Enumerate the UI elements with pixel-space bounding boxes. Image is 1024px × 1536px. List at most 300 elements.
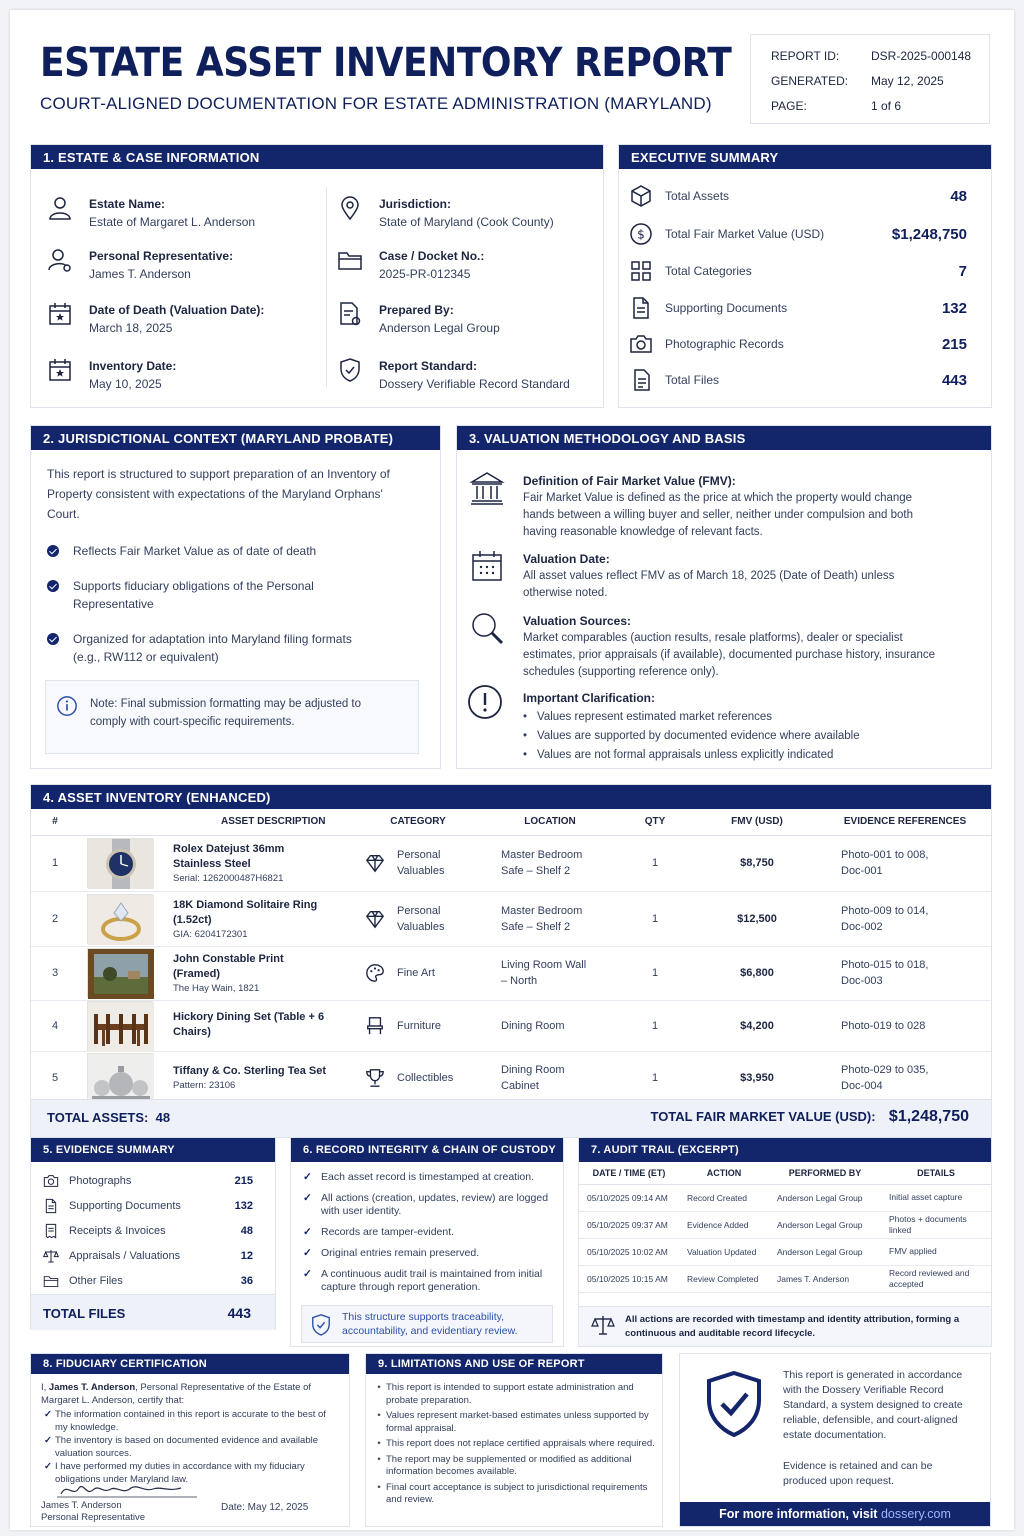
asset-location-text: Master Bedroom Safe – Shelf 2 (501, 849, 583, 877)
integrity-point-text: Original entries remain preserved. (321, 1247, 480, 1259)
case-field (89, 197, 255, 229)
cert-intro-rest: , Personal Representative of the Estate of Margaret L. Anderson, certify that: (41, 1382, 312, 1406)
asset-category-text: Personal Valuables (397, 849, 445, 877)
asset-evidence (819, 1000, 991, 1051)
asset-qty: 1 (615, 891, 695, 946)
calendar-star-icon (47, 301, 73, 327)
signer-title: Personal Representative (41, 1512, 146, 1523)
scale-icon (591, 1313, 615, 1337)
dossery-footer (680, 1502, 990, 1526)
asset-category-text: Personal Valuables (397, 904, 445, 933)
evidence-label: Appraisals / Valuations (69, 1249, 181, 1262)
person-gear-icon (47, 247, 73, 273)
check-icon: ✓ (303, 1171, 312, 1183)
case-field (89, 359, 176, 391)
clarification-label (523, 689, 655, 707)
evidence-value: 12 (240, 1249, 253, 1262)
summary-value: 443 (941, 371, 967, 389)
asset-detail: GIA: 6204172301 (173, 928, 248, 940)
asset-location-text: Dining Room (501, 1019, 565, 1032)
shield-check-icon (310, 1313, 332, 1337)
clarification-text: Values are not formal appraisals unless explicitly indicated (537, 749, 834, 761)
certification-point-text: I have performed my duties in accordance with my fiduciary obligations under Maryland law. (55, 1461, 305, 1485)
asset-name: 18K Diamond Solitaire Ring (1.52ct) (173, 898, 318, 926)
inventory-row[interactable] (31, 835, 991, 891)
limitations-panel (365, 1353, 663, 1527)
inventory-column-header: # (31, 809, 79, 835)
case-field-value: Anderson Legal Group (379, 321, 500, 335)
audit-footer-text: All actions are recorded with timestamp and identity attribution, forming a continuous and auditable record lifecycle. (625, 1314, 960, 1339)
check-icon: ✓ (44, 1435, 52, 1446)
row-number: 1 (31, 835, 79, 891)
dossery-link[interactable]: dossery.com (880, 1507, 951, 1521)
row-number: 2 (31, 891, 79, 946)
evidence-value: 215 (234, 1174, 253, 1187)
case-info-heading: 1. ESTATE & CASE INFORMATION (31, 145, 603, 169)
summary-value: 48 (950, 187, 967, 205)
limitation-point: • The report may be supplemented or modified as additional information becomes available. (372, 1454, 656, 1479)
limitations-heading: 9. LIMITATIONS AND USE OF REPORT (366, 1354, 662, 1374)
signer-name: James T. Anderson (41, 1500, 122, 1511)
asset-category (351, 946, 485, 1000)
clarification-text: Values are supported by documented evidence where available (537, 730, 860, 742)
evidence-row (43, 1243, 277, 1268)
case-field-value: 2025-PR-012345 (379, 267, 471, 281)
case-field-label: Date of Death (Valuation Date): (89, 303, 265, 317)
summary-row (629, 293, 967, 323)
evidence-row (43, 1193, 277, 1218)
audit-footer (579, 1306, 991, 1346)
clarification-label-text: Important Clarification: (523, 691, 656, 705)
check-icon: ✓ (44, 1409, 52, 1420)
palette-icon (365, 963, 385, 983)
total-assets-label: TOTAL ASSETS: (47, 1110, 149, 1125)
inventory-column-header: ASSET DESCRIPTION (79, 809, 351, 835)
meta-label: GENERATED: (771, 74, 849, 88)
evidence-label: Receipts & Invoices (69, 1224, 166, 1237)
check-circle-icon (47, 633, 59, 645)
check-icon: ✓ (303, 1192, 312, 1204)
audit-row (579, 1265, 991, 1292)
jurisdiction-note-box (45, 680, 419, 754)
asset-qty: 1 (615, 946, 695, 1000)
asset-location (485, 1000, 615, 1051)
check-icon: ✓ (303, 1268, 312, 1280)
audit-action: Valuation Updated (679, 1238, 769, 1265)
summary-value: 132 (941, 299, 967, 317)
location-pin-icon (337, 195, 363, 221)
check-icon: ✓ (303, 1247, 312, 1259)
dossery-footer-prefix: For more information, visit (719, 1507, 878, 1521)
box-icon (629, 184, 653, 208)
jurisdiction-panel (30, 425, 441, 769)
limitation-point-text: Final court acceptance is subject to jurisdictional requirements and review. (386, 1481, 648, 1505)
summary-label: Supporting Documents (665, 301, 788, 315)
jurisdiction-point-text: Reflects Fair Market Value as of date of death (73, 544, 317, 558)
folder-icon (43, 1273, 59, 1289)
asset-location (485, 891, 615, 946)
jurisdiction-point (47, 542, 427, 560)
audit-time: 05/10/2025 10:02 AM (579, 1238, 679, 1265)
asset-evidence (819, 946, 991, 1000)
dossery-panel (679, 1353, 991, 1527)
asset-location-text: Dining Room Cabinet (501, 1063, 565, 1092)
chair-icon (365, 1016, 385, 1036)
divider (326, 187, 327, 387)
certification-point-text: The information contained in this report is accurate to the best of my knowledge. (55, 1409, 326, 1433)
receipt-icon (43, 1223, 59, 1239)
signer-block (41, 1500, 145, 1524)
executive-summary-panel (618, 144, 992, 408)
asset-category (351, 835, 485, 891)
audit-action: Evidence Added (679, 1211, 769, 1238)
asset-detail: The Hay Wain, 1821 (173, 983, 260, 994)
methodology-heading: 3. VALUATION METHODOLOGY AND BASIS (457, 426, 991, 450)
dollar-icon (629, 222, 653, 246)
jurisdiction-point (47, 630, 427, 666)
asset-description (79, 1000, 351, 1051)
audit-details (881, 1184, 991, 1211)
audit-details-text: Record reviewed and accepted (889, 1267, 970, 1289)
audit-performed-by: Anderson Legal Group (769, 1211, 881, 1238)
jurisdiction-heading: 2. JURISDICTIONAL CONTEXT (MARYLAND PROBATE) (31, 426, 440, 450)
asset-fmv: $3,950 (695, 1051, 819, 1104)
check-icon: ✓ (44, 1461, 52, 1472)
integrity-note-box (301, 1305, 553, 1343)
integrity-point (303, 1226, 553, 1239)
summary-row (629, 365, 967, 395)
case-field-value: James T. Anderson (89, 267, 191, 281)
grid-icon (629, 259, 653, 283)
case-field (89, 249, 233, 281)
summary-row (629, 256, 967, 286)
asset-location-text: Master Bedroom Safe – Shelf 2 (501, 904, 583, 933)
asset-evidence-text: Photo-015 to 018, Doc-003 (841, 959, 929, 987)
calendar-star-icon (47, 357, 73, 383)
case-field (379, 303, 500, 335)
inventory-column-header: LOCATION (485, 809, 615, 835)
jurisdiction-point (47, 577, 427, 613)
folder-icon (337, 247, 363, 273)
evidence-label: Supporting Documents (69, 1199, 181, 1212)
clarification-item: • Values are supported by documented evidence where available (523, 727, 963, 746)
inventory-row[interactable] (31, 1000, 991, 1051)
asset-location (485, 1051, 615, 1104)
audit-time: 05/10/2025 09:14 AM (579, 1184, 679, 1211)
case-field-value: Estate of Margaret L. Anderson (89, 215, 256, 229)
audit-details (881, 1238, 991, 1265)
asset-evidence (819, 835, 991, 891)
audit-time: 05/10/2025 10:15 AM (579, 1265, 679, 1292)
audit-row (579, 1211, 991, 1238)
inventory-panel (30, 784, 992, 1138)
case-field-value: March 18, 2025 (89, 321, 173, 335)
case-field (379, 359, 570, 391)
shield-check-icon (337, 357, 363, 383)
evidence-value: 48 (240, 1224, 253, 1237)
case-field (379, 197, 554, 229)
evidence-value: 132 (234, 1199, 253, 1212)
case-field-value: State of Maryland (Cook County) (379, 215, 554, 229)
methodology-panel (456, 425, 992, 769)
audit-column-header: ACTION (679, 1162, 769, 1184)
case-field-label: Jurisdiction: (379, 197, 452, 211)
asset-category (351, 1051, 485, 1104)
info-icon (56, 695, 78, 717)
clarification-item: • Values are not formal appraisals unless explicitly indicated (523, 746, 963, 765)
audit-column-header: DATE / TIME (ET) (579, 1162, 679, 1184)
total-fmv-value: $1,248,750 (888, 1108, 969, 1125)
report-page (10, 10, 1014, 1530)
tea-set-thumbnail (87, 1053, 153, 1103)
certification-point (41, 1409, 337, 1434)
asset-location (485, 835, 615, 891)
evidence-total-bar (31, 1294, 275, 1330)
clarification-text: Values represent estimated market references (537, 711, 773, 723)
meta-label: REPORT ID: (771, 49, 840, 63)
audit-performed-by: Anderson Legal Group (769, 1238, 881, 1265)
report-header (40, 40, 740, 114)
audit-details (881, 1211, 991, 1238)
case-field-label: Report Standard: (379, 359, 478, 373)
asset-qty: 1 (615, 835, 695, 891)
limitation-point-text: Values represent market-based estimates unless supported by formal appraisal. (386, 1410, 649, 1434)
row-number: 5 (31, 1051, 79, 1104)
evidence-heading: 5. EVIDENCE SUMMARY (31, 1138, 275, 1162)
scale-icon (43, 1248, 59, 1264)
check-icon: ✓ (303, 1226, 312, 1238)
total-assets (47, 1110, 170, 1125)
asset-description (79, 1051, 351, 1104)
total-assets-value: 48 (155, 1110, 171, 1125)
summary-row (629, 329, 967, 359)
case-field-value: Dossery Verifiable Record Standard (379, 377, 570, 391)
inventory-row[interactable] (31, 946, 991, 1000)
inventory-table (31, 809, 991, 1105)
asset-description (79, 946, 351, 1000)
inventory-column-header: FMV (USD) (695, 809, 819, 835)
integrity-note: This structure supports traceability, accountability, and evidentiary review. (342, 1311, 518, 1337)
dossery-text: This report is generated in accordance with the Dossery Verifiable Record Standard, a system designed to create reliable, defensible, and court-aligned estate documentation. (783, 1369, 963, 1441)
asset-evidence-text: Photo-019 to 028 (841, 1019, 926, 1032)
certification-panel (30, 1353, 350, 1527)
asset-name: Tiffany & Co. Sterling Tea Set (173, 1065, 327, 1077)
asset-description (79, 835, 351, 891)
meta-value: DSR-2025-000148 (871, 49, 972, 63)
evidence-row (43, 1268, 277, 1293)
asset-category (351, 891, 485, 946)
summary-value: $1,248,750 (891, 225, 967, 243)
summary-label: Total Files (665, 373, 720, 387)
watch-thumbnail (87, 838, 153, 888)
clarification-item: • Values represent estimated market references (523, 708, 963, 727)
asset-evidence-text: Photo-009 to 014, Doc-002 (841, 904, 929, 933)
asset-fmv: $4,200 (695, 1000, 819, 1051)
evidence-total-value: 443 (227, 1305, 251, 1321)
methodology-item-text: Market comparables (auction results, resale platforms), dealer or specialist estimates, prior appraisals (if available), documented purchase history, insurance schedules (supporting reference only). (523, 632, 936, 678)
integrity-point-text: All actions (creation, updates, review) are logged with user identity. (321, 1192, 549, 1217)
summary-label: Photographic Records (665, 337, 784, 351)
audit-column-header: DETAILS (881, 1162, 991, 1184)
person-icon (47, 195, 73, 221)
case-field-label: Personal Representative: (89, 249, 234, 263)
asset-evidence-text: Photo-001 to 008, Doc-001 (841, 849, 929, 877)
asset-category-text: Furniture (397, 1019, 442, 1032)
audit-action: Record Created (679, 1184, 769, 1211)
audit-column-header: PERFORMED BY (769, 1162, 881, 1184)
integrity-point-text: Each asset record is timestamped at creation. (321, 1171, 535, 1183)
asset-qty: 1 (615, 1051, 695, 1104)
report-title: ESTATE ASSET INVENTORY REPORT (40, 40, 732, 86)
evidence-row (43, 1218, 277, 1243)
evidence-label: Other Files (69, 1274, 123, 1287)
document-icon (43, 1198, 59, 1214)
integrity-point-text: Records are tamper-evident. (321, 1226, 455, 1238)
document-gear-icon (337, 301, 363, 327)
audit-panel (578, 1137, 992, 1347)
meta-value: 1 of 6 (871, 99, 902, 113)
audit-details-text: Photos + documents linked (889, 1213, 967, 1235)
integrity-point-text: A continuous audit trail is maintained from initial capture through report generation. (321, 1268, 543, 1293)
methodology-item (523, 552, 943, 602)
audit-row (579, 1238, 991, 1265)
asset-fmv: $6,800 (695, 946, 819, 1000)
inventory-heading: 4. ASSET INVENTORY (ENHANCED) (31, 785, 991, 809)
methodology-item (523, 474, 943, 541)
summary-value: 215 (941, 335, 967, 353)
asset-fmv: $8,750 (695, 835, 819, 891)
meta-row (771, 49, 989, 74)
asset-location (485, 946, 615, 1000)
methodology-item (523, 614, 943, 681)
trophy-icon (365, 1068, 385, 1088)
painting-thumbnail (87, 948, 153, 998)
total-fmv-label: TOTAL FAIR MARKET VALUE (USD): (650, 1109, 876, 1124)
evidence-label: Photographs (69, 1174, 132, 1187)
case-field-label: Inventory Date: (89, 359, 177, 373)
diamond-icon (365, 853, 385, 873)
inventory-totals-bar (31, 1099, 991, 1137)
calendar-icon (469, 548, 505, 584)
audit-performed-by: James T. Anderson (769, 1265, 881, 1292)
dossery-retained: Evidence is retained and can be produced upon request. (783, 1460, 933, 1487)
certification-date: Date: May 12, 2025 (221, 1502, 309, 1513)
integrity-point (303, 1192, 553, 1218)
methodology-item-text: All asset values reflect FMV as of March 18, 2025 (Date of Death) unless otherwise noted. (523, 570, 895, 599)
inventory-column-header: QTY (615, 809, 695, 835)
audit-performed-by: Anderson Legal Group (769, 1184, 881, 1211)
meta-row (771, 74, 989, 99)
inventory-column-header: EVIDENCE REFERENCES (819, 809, 991, 835)
asset-category (351, 1000, 485, 1051)
case-field-value: May 10, 2025 (89, 377, 162, 391)
case-field-label: Prepared By: (379, 303, 454, 317)
asset-name: Rolex Datejust 36mm Stainless Steel (173, 843, 285, 870)
limitation-point: • This report does not replace certified appraisals where required. (377, 1438, 655, 1449)
check-circle-icon (47, 580, 59, 592)
limitation-point-text: The report may be supplemented or modified as additional information becomes available. (386, 1453, 632, 1477)
check-circle-icon (47, 545, 59, 557)
asset-category-text: Collectibles (397, 1071, 454, 1084)
evidence-row (43, 1168, 277, 1193)
limitation-point: • This report is intended to support estate administration and probate preparation. (372, 1382, 656, 1407)
asset-fmv: $12,500 (695, 891, 819, 946)
magnifier-icon (469, 610, 505, 646)
meta-label: PAGE: (771, 99, 807, 113)
jurisdiction-point-text: Supports fiduciary obligations of the Personal Representative (73, 579, 314, 611)
limitation-point-text: This report does not replace certified appraisals where required. (386, 1438, 655, 1449)
audit-heading: 7. AUDIT TRAIL (EXCERPT) (579, 1138, 991, 1162)
methodology-item-label: Valuation Date: (523, 552, 610, 566)
audit-row (579, 1184, 991, 1211)
integrity-panel (290, 1137, 564, 1347)
report-subtitle: COURT-ALIGNED DOCUMENTATION FOR ESTATE ADMINISTRATION (MARYLAND) (40, 94, 712, 113)
asset-name: John Constable Print (Framed) (173, 953, 284, 980)
summary-row (629, 219, 967, 249)
asset-evidence (819, 891, 991, 946)
cert-intro-name: James T. Anderson (48, 1382, 136, 1393)
methodology-item-text: Fair Market Value is defined as the price at which the property would change hands between a willing buyer and seller, neither under compulsion and both having reasonable knowledge of relevant facts. (523, 492, 913, 538)
inventory-row[interactable] (31, 891, 991, 946)
case-field-label: Case / Docket No.: (379, 249, 485, 263)
jurisdiction-intro: This report is structured to support preparation of an Inventory of Property consistent with expectations of the Maryland Orphans' Court. (47, 467, 390, 521)
shield-check-icon (704, 1370, 764, 1438)
camera-icon (43, 1173, 59, 1189)
files-icon (629, 368, 653, 392)
methodology-item-label: Definition of Fair Market Value (FMV): (523, 474, 736, 488)
audit-details (881, 1265, 991, 1292)
meta-row (771, 99, 989, 124)
executive-summary-heading: EXECUTIVE SUMMARY (619, 145, 991, 169)
jurisdiction-point-text: Organized for adaptation into Maryland filing formats (e.g., RW112 or equivalent) (73, 632, 352, 664)
evidence-panel (30, 1137, 276, 1330)
asset-detail: Serial: 1262000487H6821 (173, 873, 284, 884)
inventory-column-header: CATEGORY (351, 809, 485, 835)
audit-details-text: Initial asset capture (889, 1192, 963, 1202)
summary-value: 7 (958, 262, 967, 280)
integrity-point (303, 1171, 553, 1184)
row-number: 4 (31, 1000, 79, 1051)
certification-heading: 8. FIDUCIARY CERTIFICATION (31, 1354, 349, 1374)
summary-label: Total Categories (665, 264, 752, 278)
integrity-point (303, 1268, 553, 1294)
asset-location-text: Living Room Wall – North (501, 959, 587, 987)
meta-value: May 12, 2025 (871, 74, 944, 88)
cert-intro-prefix: I, (41, 1382, 49, 1393)
total-fmv (650, 1108, 969, 1126)
asset-qty: 1 (615, 1000, 695, 1051)
methodology-item-label: Valuation Sources: (523, 614, 632, 628)
row-number: 3 (31, 946, 79, 1000)
asset-evidence-text: Photo-029 to 035, Doc-004 (841, 1063, 929, 1092)
document-icon (629, 296, 653, 320)
asset-category-text: Fine Art (397, 967, 435, 979)
case-field-label: Estate Name: (89, 197, 166, 211)
integrity-heading: 6. RECORD INTEGRITY & CHAIN OF CUSTODY (291, 1138, 563, 1162)
limitation-point: • Values represent market-based estimates unless supported by formal appraisal. (372, 1410, 656, 1435)
certification-point-text: The inventory is based on documented evidence and available valuation sources. (55, 1435, 319, 1459)
evidence-total-label: TOTAL FILES (43, 1306, 126, 1321)
certification-point (41, 1435, 337, 1460)
exclamation-icon (467, 684, 503, 720)
report-meta-box (750, 34, 990, 124)
case-field (379, 249, 484, 281)
inventory-row[interactable] (31, 1051, 991, 1104)
certification-intro (41, 1382, 341, 1407)
case-info-panel (30, 144, 604, 408)
asset-evidence (819, 1051, 991, 1104)
limitation-point-text: This report is intended to support estate administration and probate preparation. (386, 1382, 634, 1406)
